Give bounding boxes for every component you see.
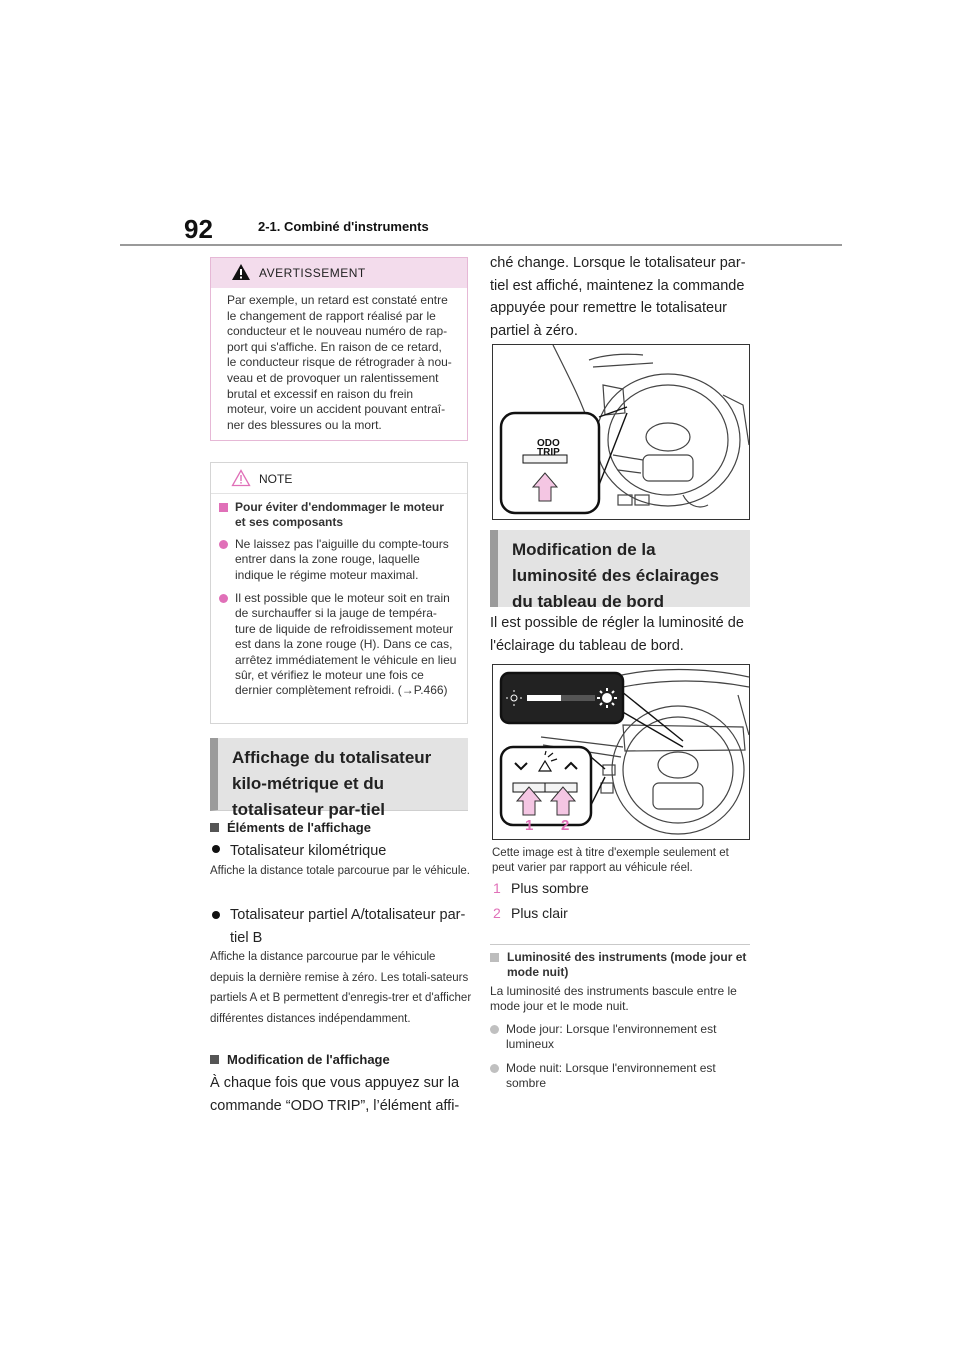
brightness-para: Il est possible de régler la luminosité de l'éclairage du tableau de bord. — [490, 615, 744, 654]
dashboard-brightness-illustration — [493, 665, 750, 840]
section-heading-brightness: Modification de la luminosité des éclairages du tableau de bord — [490, 530, 750, 607]
step-number: 1 — [493, 880, 501, 896]
warning-box — [210, 257, 468, 441]
step-number: 2 — [493, 905, 501, 921]
square-bullet-icon — [490, 953, 499, 962]
page-number: 92 — [184, 214, 213, 244]
dashboard-illustration — [493, 345, 750, 520]
subheading-change-display — [210, 1052, 390, 1067]
figure-odo-trip-switch — [492, 344, 750, 520]
warning-title: AVERTISSEMENT — [259, 266, 366, 280]
section-divider — [490, 944, 750, 945]
mode-bullet-night — [490, 1061, 752, 1092]
change-display-text: À chaque fois que vous appuyez sur la commande “ODO TRIP”, l’élément affi- — [210, 1075, 460, 1114]
bullet-icon — [490, 1064, 499, 1073]
item-tripmeter — [212, 904, 474, 949]
item-odometer-desc: Affiche la distance totale parcourue par le véhicule. — [210, 865, 470, 877]
step-item — [493, 901, 589, 926]
callout-number-1: 1 — [525, 817, 534, 834]
subheading-instrument-brightness — [490, 950, 752, 980]
step-item — [493, 876, 589, 901]
subheading-text: Luminosité des instruments (mode jour et mode nuit) — [507, 950, 747, 979]
item-odometer — [212, 840, 472, 863]
odo-label: ODO — [537, 438, 560, 449]
warning-header — [211, 258, 467, 288]
subheading-display-items — [210, 820, 371, 835]
square-bullet-icon — [219, 503, 228, 512]
bullet-text: Mode jour: Lorsque l'environnement est lumineux — [506, 1022, 717, 1052]
note-box — [210, 462, 468, 724]
note-title: NOTE — [259, 472, 293, 486]
square-bullet-icon — [210, 1055, 219, 1064]
section-title: 2-1. Combiné d'instruments — [258, 219, 429, 234]
item-tripmeter-desc: Affiche la distance parcourue par le véhicule depuis la dernière remise à zéro. Les totali-sateurs partiels A et B permettent d'enregis-trer et d'afficher différentes distances indépendamment. — [210, 951, 472, 1025]
subheading-text: Modification de l'affichage — [227, 1052, 390, 1067]
note-bullet — [217, 591, 457, 699]
bullet-icon — [212, 845, 220, 853]
step-label: Plus sombre — [511, 880, 589, 896]
header-rule — [120, 244, 842, 246]
instrument-brightness-text: La luminosité des instruments bascule entre le mode jour et le mode nuit. — [490, 984, 737, 1014]
bullet-text: Mode nuit: Lorsque l'environnement est sombre — [506, 1060, 716, 1091]
warning-triangle-icon — [231, 263, 251, 281]
callout-number-2: 2 — [561, 817, 570, 834]
trip-label: TRIP — [537, 447, 560, 458]
note-subheading-text: Pour éviter d'endommager le moteur et ses composants — [235, 500, 444, 530]
odo-trip-label — [537, 439, 560, 457]
item-title: Totalisateur partiel A/totalisateur par-tiel B — [230, 907, 466, 946]
note-bullet-text: Il est possible que le moteur soit en train de surchauffer si la jauge de tempéra-ture de liquide de refroidissement moteur est dans la zone rouge (H). Dans ce cas, arrêtez immédiatement le véhicule en lieu sûr, et vérifiez le moteur une fois ce dernier complètement refroidi. (→P.466) — [235, 591, 457, 698]
bullet-icon — [219, 594, 228, 603]
note-bullet — [217, 537, 457, 583]
figure-caption: Cette image est à titre d'exemple seulement et peut varier par rapport au véhicule réel. — [492, 847, 729, 874]
note-bullet-text: Ne laissez pas l'aiguille du compte-tours entrer dans la zone rouge, laquelle indique le régime moteur maximal. — [235, 536, 449, 582]
note-subheading — [217, 500, 457, 531]
bullet-icon — [219, 540, 228, 549]
change-display-text-cont: ché change. Lorsque le totalisateur par-tiel est affiché, maintenez la commande appuyée pour remettre le totalisateur partiel à zéro. — [490, 255, 746, 339]
square-bullet-icon — [210, 823, 219, 832]
subheading-text: Éléments de l'affichage — [227, 820, 371, 835]
section-heading-odometer: Affichage du totalisateur kilo-métrique et du totalisateur par-tiel — [210, 738, 468, 811]
figure-brightness-control — [492, 664, 750, 840]
bullet-icon — [490, 1025, 499, 1034]
steps-list — [493, 876, 589, 926]
step-label: Plus clair — [511, 905, 568, 921]
warning-text: Par exemple, un retard est constaté entre le changement de rapport réalisé par le conducteur et le nouveau numéro de rap-port qui s'affiche. En raison de ce retard, le conducteur risque de rétrograder à nou-veau et de provoquer un ralentissement brutal et excessif en raison du frein moteur, voire un accident pouvant entraî-ner des blessures ou la mort. — [227, 293, 452, 432]
caution-triangle-icon — [231, 469, 251, 487]
item-title: Totalisateur kilométrique — [230, 843, 387, 859]
mode-bullets — [490, 1022, 752, 1092]
mode-bullet-day — [490, 1022, 752, 1053]
note-header — [211, 463, 467, 494]
bullet-icon — [212, 911, 220, 919]
